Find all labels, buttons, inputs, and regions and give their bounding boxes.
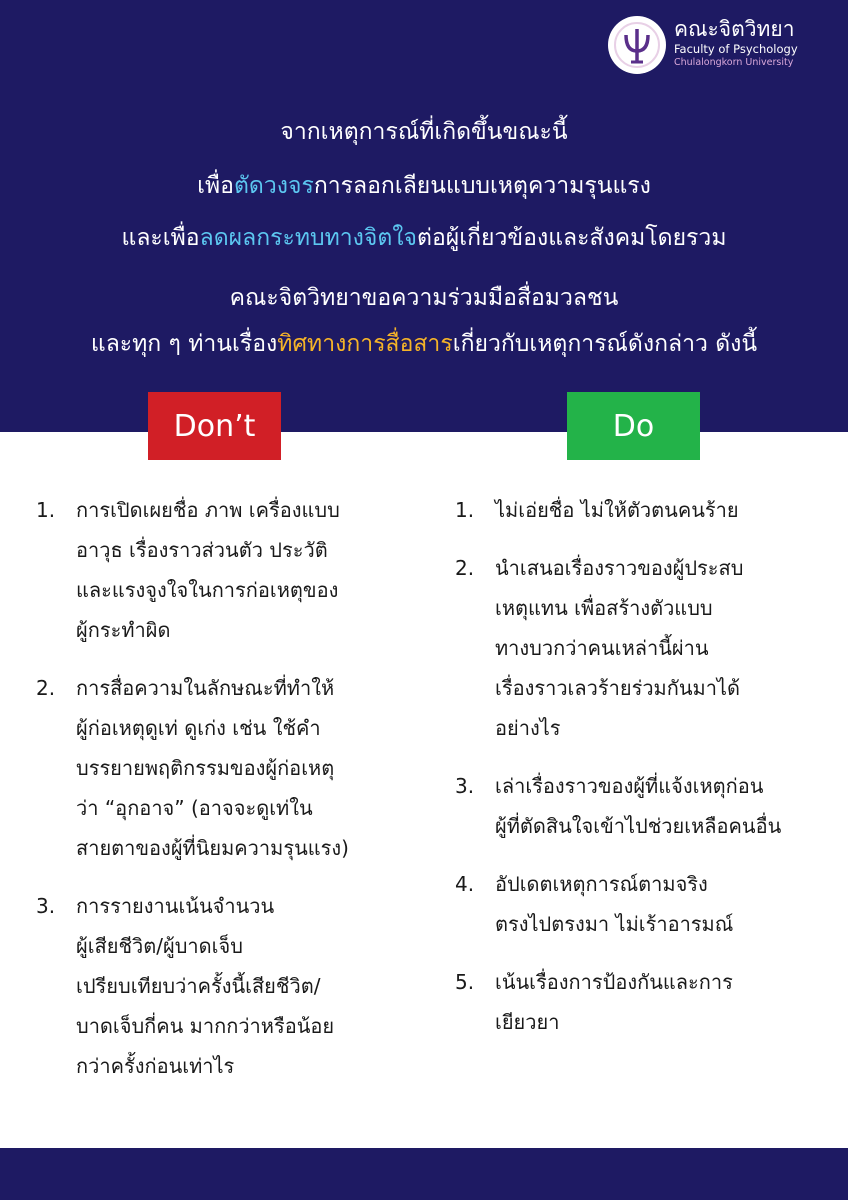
footer-band xyxy=(0,1148,848,1200)
dont-label: Don’t xyxy=(148,392,281,460)
dont-item-2: 2. การสื่อความในลักษณะที่ทำให้ ผู้ก่อเหตุดูเท่ ดูเก่ง เช่น ใช้คำ บรรยายพฤติกรรมของผู้ก่อเหตุ ว่า “อุกอาจ” (อาจจะดูเท่ใน สายตาของผู้ที่นิยมความรุนแรง) xyxy=(36,676,349,860)
do-item-4: 4. อัปเดตเหตุการณ์ตามจริง ตรงไปตรงมา ไม่เร้าอารมณ์ xyxy=(455,872,734,936)
headline-line-4: คณะจิตวิทยาขอความร่วมมือสื่อมวลชน xyxy=(229,285,619,311)
do-list xyxy=(455,490,835,1060)
logo-name-thai: คณะจิตวิทยา xyxy=(674,17,795,41)
headline-line-3: และเพื่อลดผลกระทบทางจิตใจต่อผู้เกี่ยวข้องและสังคมโดยรวม xyxy=(121,225,727,251)
do-label: Do xyxy=(567,392,700,460)
dont-item-1: 1. การเปิดเผยชื่อ ภาพ เครื่องแบบ อาวุธ เรื่องราวส่วนตัว ประวัติ และแรงจูงใจในการก่อเหตุของ ผู้กระทำผิด xyxy=(36,498,340,642)
highlight-reduce-impact: ลดผลกระทบทางจิตใจ xyxy=(199,225,418,251)
do-item-2: 2. นำเสนอเรื่องราวของผู้ประสบ เหตุแทน เพื่อสร้างตัวแบบ ทางบวกว่าคนเหล่านี้ผ่าน เรื่องราวเลวร้ายร่วมกันมาได้ อย่างไร xyxy=(455,556,744,740)
dont-item-3: 3. การรายงานเน้นจำนวน ผู้เสียชีวิต/ผู้บาดเจ็บ เปรียบเทียบว่าครั้งนี้เสียชีวิต/ บาดเจ็บกี่คน มากกว่าหรือน้อย กว่าครั้งก่อนเท่าไร xyxy=(36,894,335,1078)
highlight-communication: ทิศทางการสื่อสาร xyxy=(277,331,453,357)
headline-line-2: เพื่อตัดวงจรการลอกเลียนแบบเหตุความรุนแรง xyxy=(197,173,651,199)
headline-line-5: และทุก ๆ ท่านเรื่องทิศทางการสื่อสารเกี่ยวกับเหตุการณ์ดังกล่าว ดังนี้ xyxy=(90,331,758,357)
psi-emblem-icon xyxy=(608,16,666,74)
do-item-5: 5. เน้นเรื่องการป้องกันและการ เยียวยา xyxy=(455,970,733,1034)
do-item-1: 1. ไม่เอ่ยชื่อ ไม่ให้ตัวตนคนร้าย xyxy=(455,498,739,522)
dont-list xyxy=(36,490,406,1104)
headline-line-1: จากเหตุการณ์ที่เกิดขึ้นขณะนี้ xyxy=(280,119,568,145)
do-item-3: 3. เล่าเรื่องราวของผู้ที่แจ้งเหตุก่อน ผู้ที่ตัดสินใจเข้าไปช่วยเหลือคนอื่น xyxy=(455,774,782,838)
faculty-logo xyxy=(608,16,833,80)
logo-name-english: Faculty of Psychology xyxy=(674,42,798,56)
highlight-cut-cycle: ตัดวงจร xyxy=(233,173,314,199)
logo-university: Chulalongkorn University xyxy=(674,57,794,68)
